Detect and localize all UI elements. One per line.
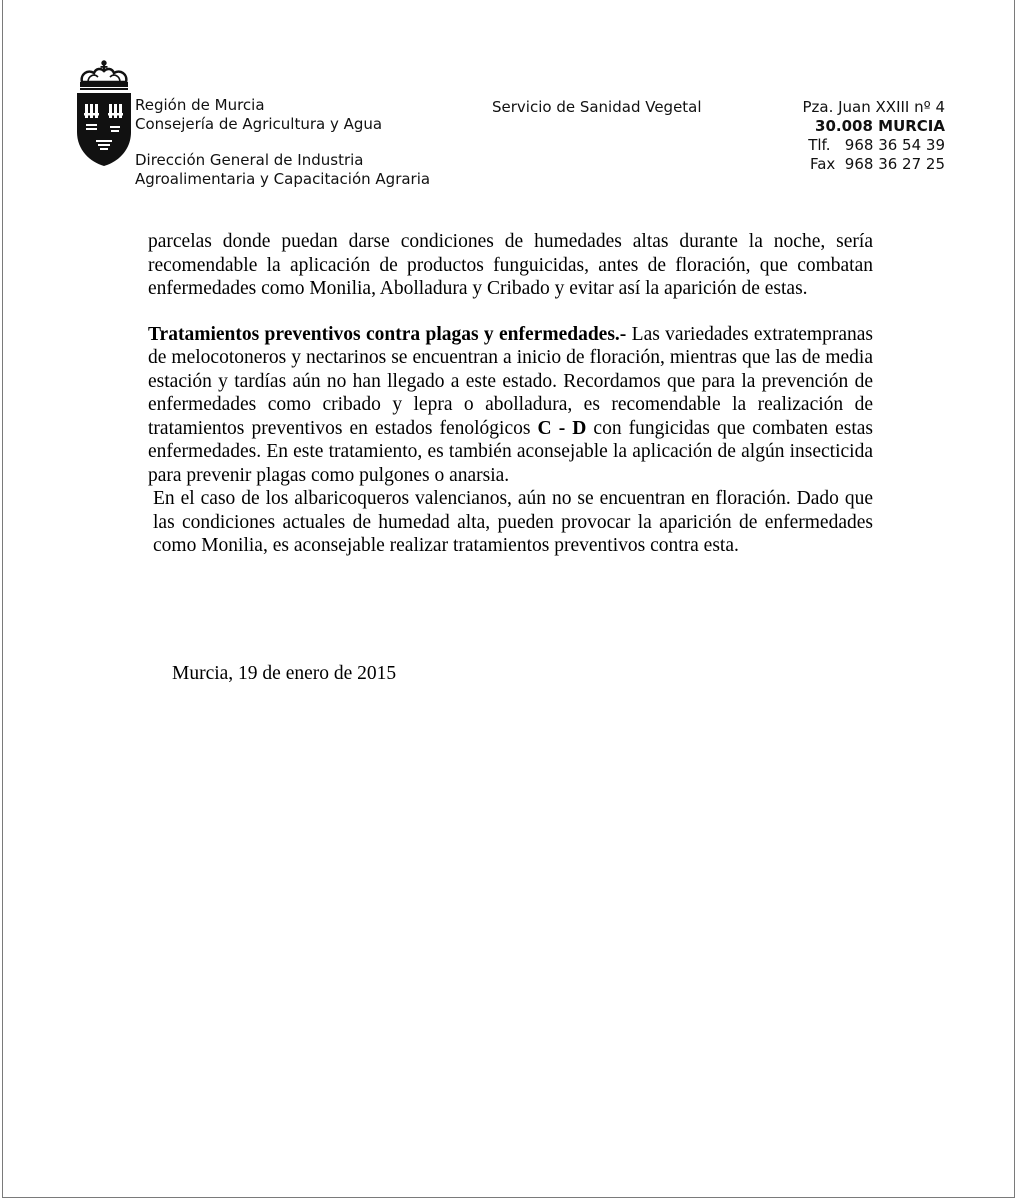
org-region: Región de Murcia <box>135 96 265 114</box>
coat-of-arms-logo <box>74 60 134 168</box>
paragraph-2-heading: Tratamientos preventivos contra plagas y enfermedades.- <box>148 323 627 345</box>
service-name: Servicio de Sanidad Vegetal <box>492 98 702 116</box>
paragraph-2-text-b: con fungicidas que combaten estas enfermedades. En este tratamiento, es también aconsejable la aplicación de algún insecticida para prevenir plagas como pulgones o anarsia. <box>148 417 873 486</box>
org-directorate: Dirección General de Industria <box>135 151 364 169</box>
paragraph-2-text-a: Las variedades extratempranas de melocotoneros y nectarinos se encuentran a inicio de floración, mientras que las de media estación y tardías aún no han llegado a este estado. Recordamos que para la prevención de enfermedades como cribado y lepra o abolladura, es recomendable la realización de tratamientos preventivos en estados fenológicos <box>148 323 873 439</box>
address-fax: Fax 968 36 27 25 <box>809 155 945 173</box>
date-line: Murcia, 19 de enero de 2015 <box>172 663 397 684</box>
address-block <box>802 98 945 174</box>
phenological-stages: C - D <box>537 417 587 439</box>
address-city: 30.008 MURCIA <box>815 117 945 135</box>
org-directorate-cont: Agroalimentaria y Capacitación Agraria <box>135 170 431 188</box>
document-body <box>148 230 873 558</box>
address-phone: Tlf. 968 36 54 39 <box>808 136 945 154</box>
org-department: Consejería de Agricultura y Agua <box>135 115 383 133</box>
paragraph-3: En el caso de los albaricoqueros valencianos, aún no se encuentran en floración. Dado que las condiciones actuales de humedad alta, pueden provocar la aparición de enfermedades como Monilia, es aconsejable realizar tratamientos preventivos contra esta. <box>153 488 873 556</box>
paragraph-2 <box>148 323 873 488</box>
organization-block <box>135 96 430 189</box>
address-street: Pza. Juan XXIII nº 4 <box>802 98 945 116</box>
paragraph-1: parcelas donde puedan darse condiciones de humedades altas durante la noche, sería recomendable la aplicación de productos funguicidas, antes de floración, que combatan enfermedades como Monilia, Abolladura y Cribado y evitar así la aparición de estas. <box>148 231 873 299</box>
